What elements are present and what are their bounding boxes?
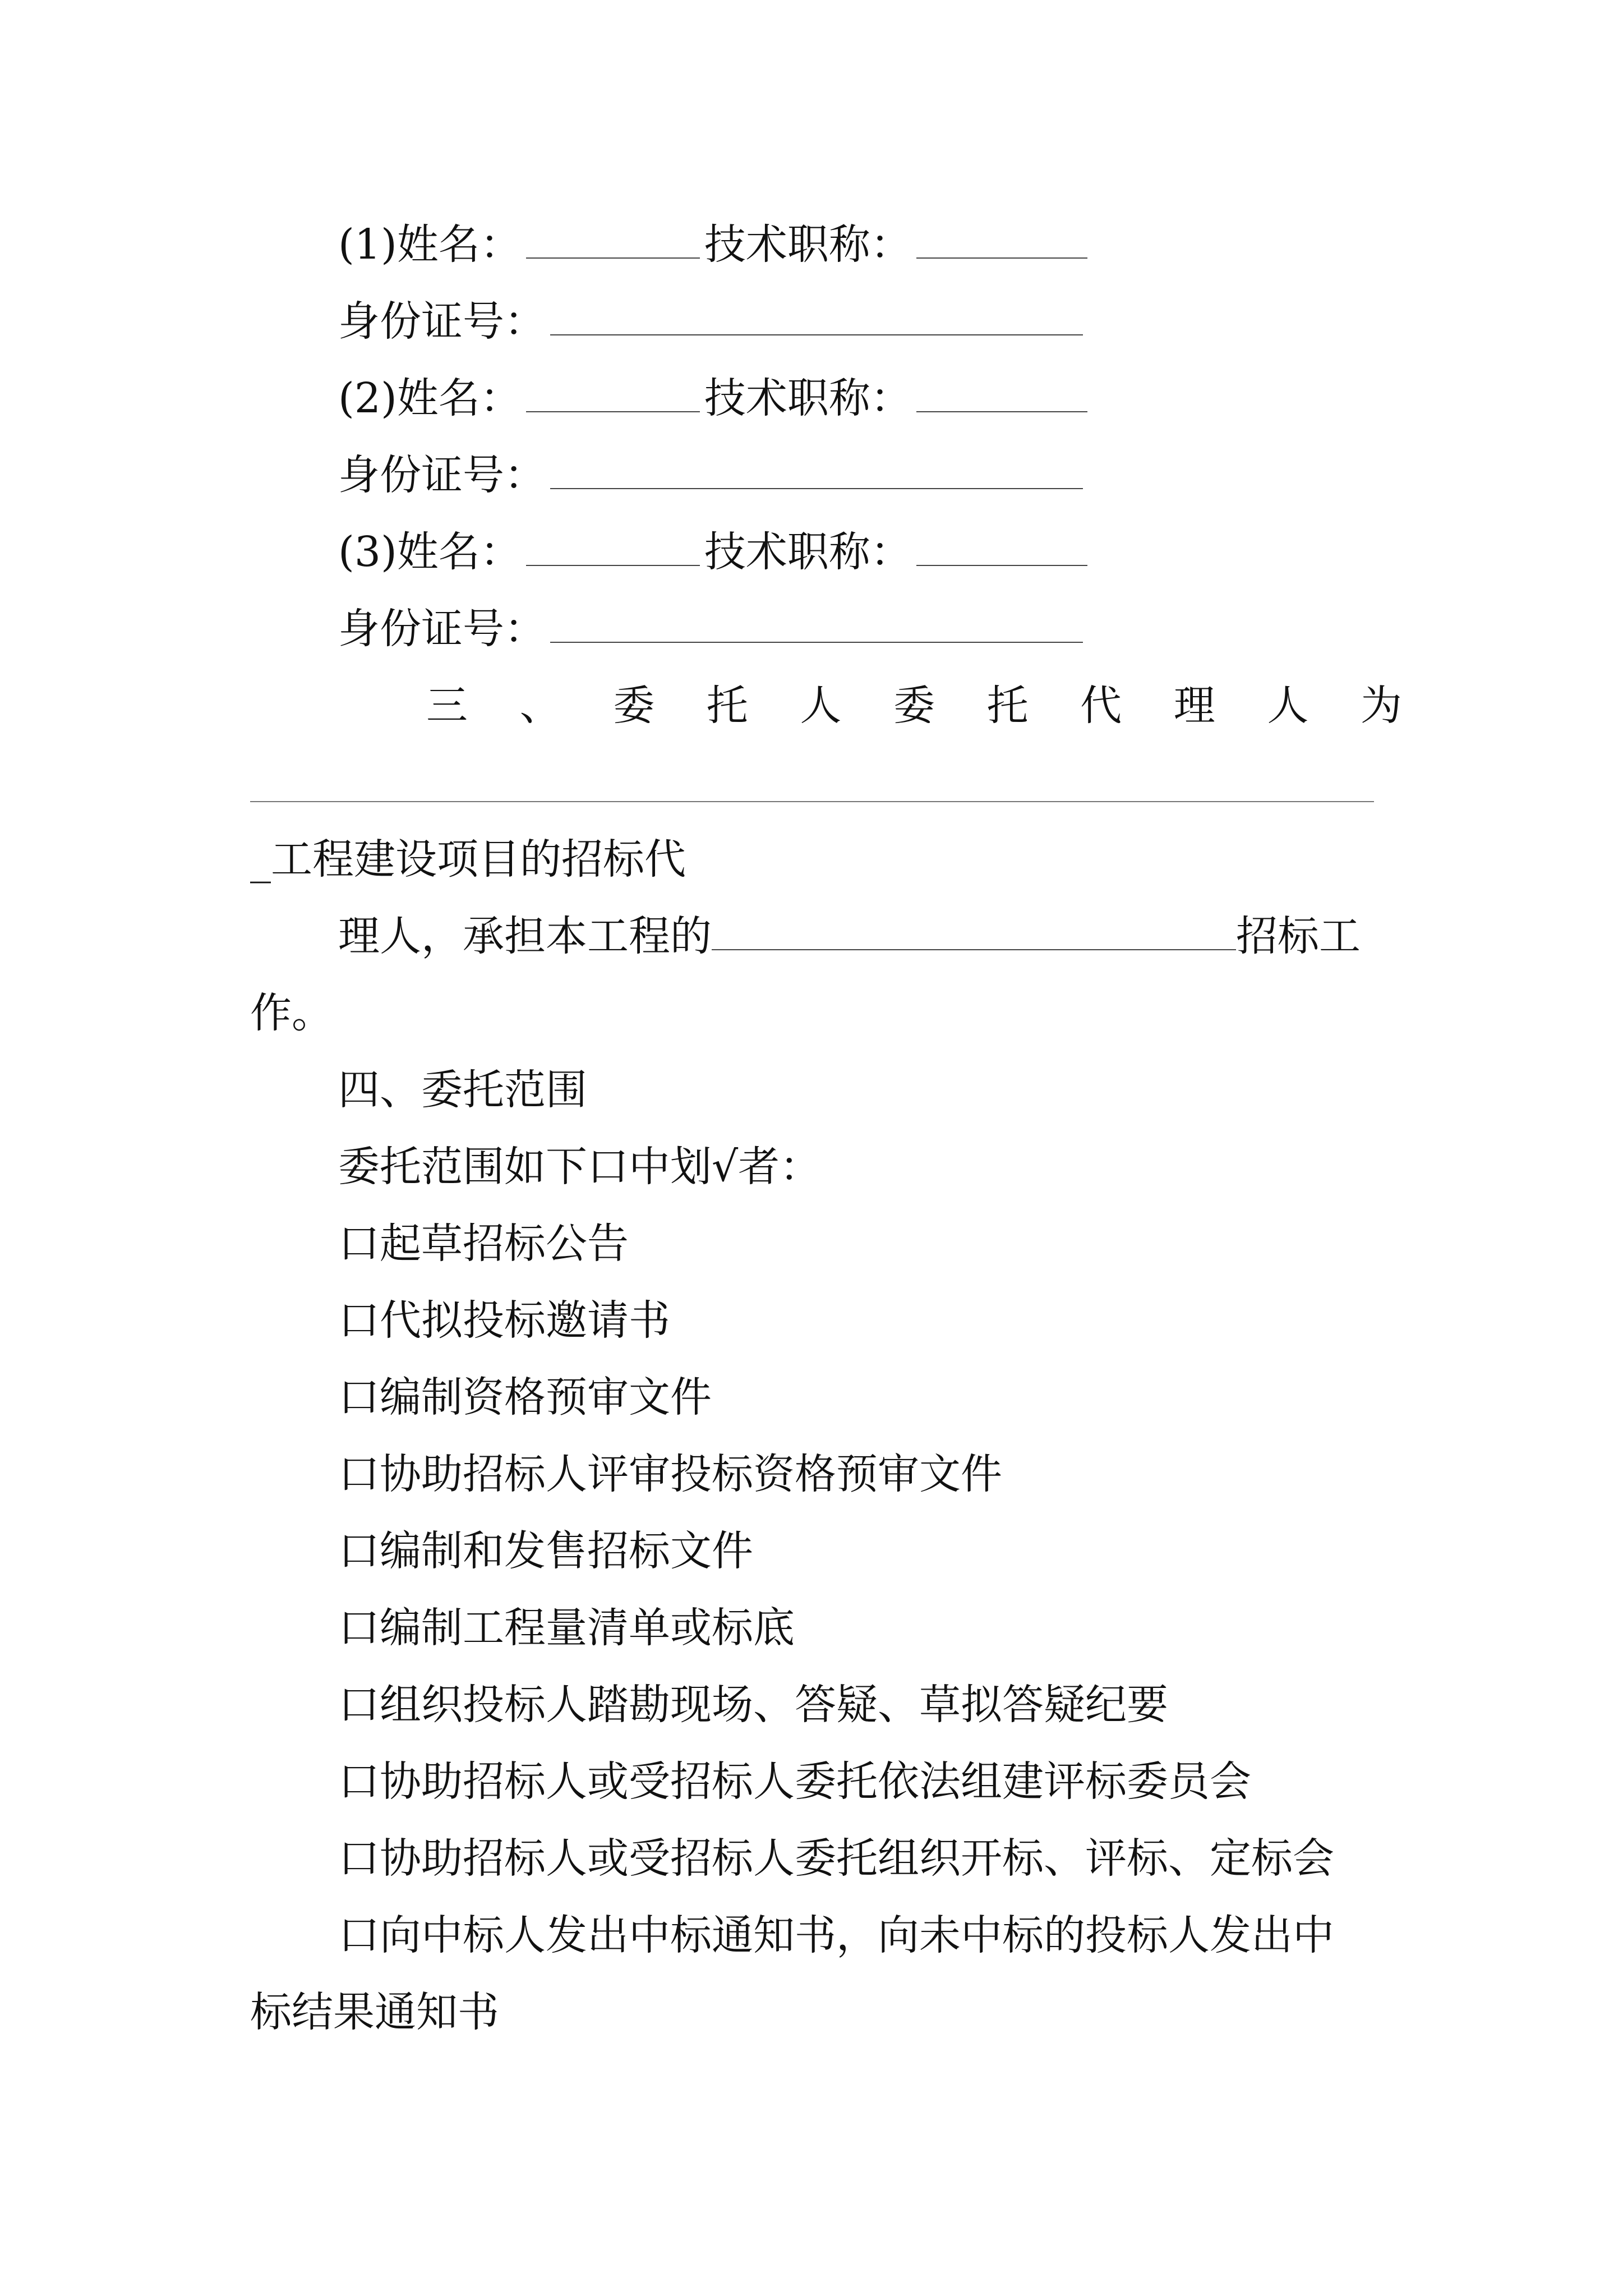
line2-suffix: 招标工 [1236,912,1361,960]
title-blank [916,218,1087,259]
name-label: (3)姓名： [338,528,522,576]
section3-char: 代 [1080,682,1122,730]
scope-item: 口向中标人发出中标通知书，向未中标的投标人发出中 [338,1911,1334,1959]
section3-char: 委 [613,682,655,730]
person-3-id-row [338,601,1083,657]
section3-line2 [338,908,1361,964]
scope-item: 口编制资格预审文件 [338,1373,712,1421]
scope-item: 口代拟投标邀请书 [338,1296,670,1345]
title-label: 技术职称： [704,220,912,269]
scope-item: 口编制和发售招标文件 [338,1527,753,1575]
scope-item: 口组织投标人踏勘现场、答疑、草拟答疑纪要 [338,1681,1168,1729]
id-blank [550,295,1083,335]
title-label: 技术职称： [704,528,912,576]
section3-char: 托 [986,682,1029,730]
person-2-id-row [338,447,1083,503]
title-blank [916,372,1087,412]
name-label: (1)姓名： [338,220,522,269]
line2-prefix: 理人，承担本工程的 [338,912,712,960]
section3-char: 为 [1360,682,1402,730]
scope-item: 口起草招标公告 [338,1220,629,1268]
scope-item-cont: 标结果通知书 [250,1988,499,2036]
id-label: 身份证号： [338,605,546,653]
agent-name-blank [250,801,1374,802]
person-1-id-row [338,293,1083,349]
title-label: 技术职称： [704,374,912,422]
person-1-name-row [338,217,1087,273]
section4-intro: 委托范围如下口中划√者： [338,1143,822,1191]
person-3-name-row [338,524,1087,580]
section3-heading-line [426,678,1402,734]
scope-item: 口编制工程量清单或标底 [338,1604,795,1652]
section4-heading: 四、委托范围 [338,1066,587,1114]
name-blank [526,218,700,259]
name-label: (2)姓名： [338,374,522,422]
id-label: 身份证号： [338,451,546,499]
section3-line3: 作。 [250,989,333,1037]
scope-blank [712,910,1236,950]
id-label: 身份证号： [338,297,546,346]
id-blank [550,449,1083,489]
scope-item: 口协助招标人或受招标人委托组织开标、评标、定标会 [338,1834,1334,1883]
title-blank [916,526,1087,566]
name-blank [526,526,700,566]
section3-char: 三 [426,682,468,730]
section3-char: 托 [706,682,748,730]
name-blank [526,372,700,412]
section3-char: 理 [1173,682,1215,730]
section3-char: 、 [519,682,561,730]
id-blank [550,602,1083,643]
section3-cont-line: _工程建设项目的招标代 [250,835,686,884]
section3-char: 委 [893,682,935,730]
person-2-name-row [338,370,1087,426]
scope-item: 口协助招标人或受招标人委托依法组建评标委员会 [338,1757,1251,1806]
scope-item: 口协助招标人评审投标资格预审文件 [338,1450,1002,1498]
section3-char: 人 [800,682,842,730]
section3-char: 人 [1267,682,1309,730]
